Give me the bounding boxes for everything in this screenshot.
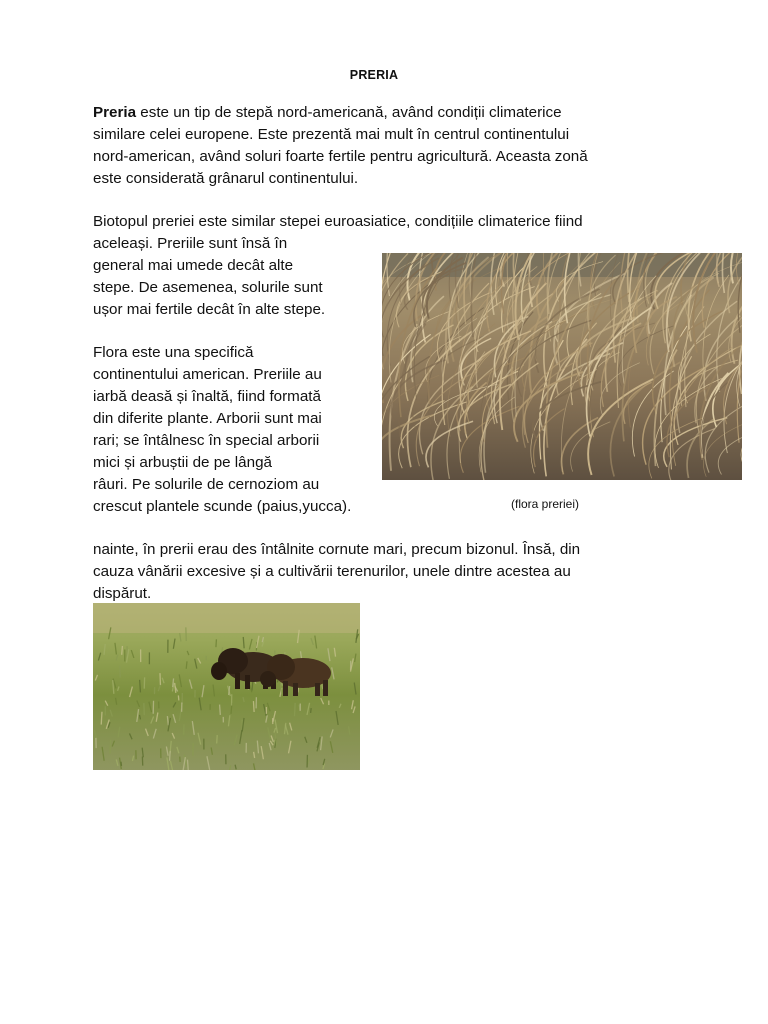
page-title: PRERIA [349,68,399,82]
para3-line-4: din diferite plante. Arborii sunt mai [93,410,322,427]
para4-line-3: dispărut. [93,585,152,602]
para2-line-4: stepe. De asemenea, solurile sunt [93,279,323,296]
para3-line-1: Flora este una specifică [93,344,254,361]
para2-line-2: aceleași. Preriile sunt însă în [93,235,288,252]
para1-line-1 [93,102,562,124]
bison-photo [93,603,360,770]
para4-line-1: nainte, în prerii erau des întâlnite cornute mari, precum bizonul. Însă, din [93,541,581,558]
para1-line-3: nord-american, având soluri foarte fertile pentru agricultură. Aceasta zonă [93,148,588,165]
para2-line-5: ușor mai fertile decât în alte stepe. [93,301,326,318]
para1-line-4: este considerată grânarul continentului. [93,170,359,187]
grass-photo-caption: (flora preriei) [511,497,580,511]
para3-line-2: continentului american. Preriile au [93,366,322,383]
para3-line-8: crescut plantele scunde (paius,yucca). [93,498,352,515]
grass-photo [382,253,742,480]
para4-line-2: cauza vânării excesive și a cultivării terenurilor, unele dintre acestea au [93,563,571,580]
para3-line-3: iarbă deasă și înaltă, fiind formată [93,388,321,405]
para3-line-5: rari; se întâlnesc în special arborii [93,432,320,449]
para1-line-2: similare celei europene. Este prezentă mai mult în centrul continentului [93,126,570,143]
para3-line-6: mici și arbuștii de pe lângă [93,454,272,471]
bison-illustration [93,603,360,770]
para1-lead-bold: Preria [93,104,137,121]
para2-line-3: general mai umede decât alte [93,257,294,274]
dry-grass-illustration [382,253,742,480]
para3-line-7: râuri. Pe solurile de cernoziom au [93,476,320,493]
para2-line-1: Biotopul preriei este similar stepei euroasiatice, condițiile climaterice fiind [93,213,583,230]
para1-line-1-text: este un tip de stepă nord-americană, având condiții climaterice [136,104,562,121]
